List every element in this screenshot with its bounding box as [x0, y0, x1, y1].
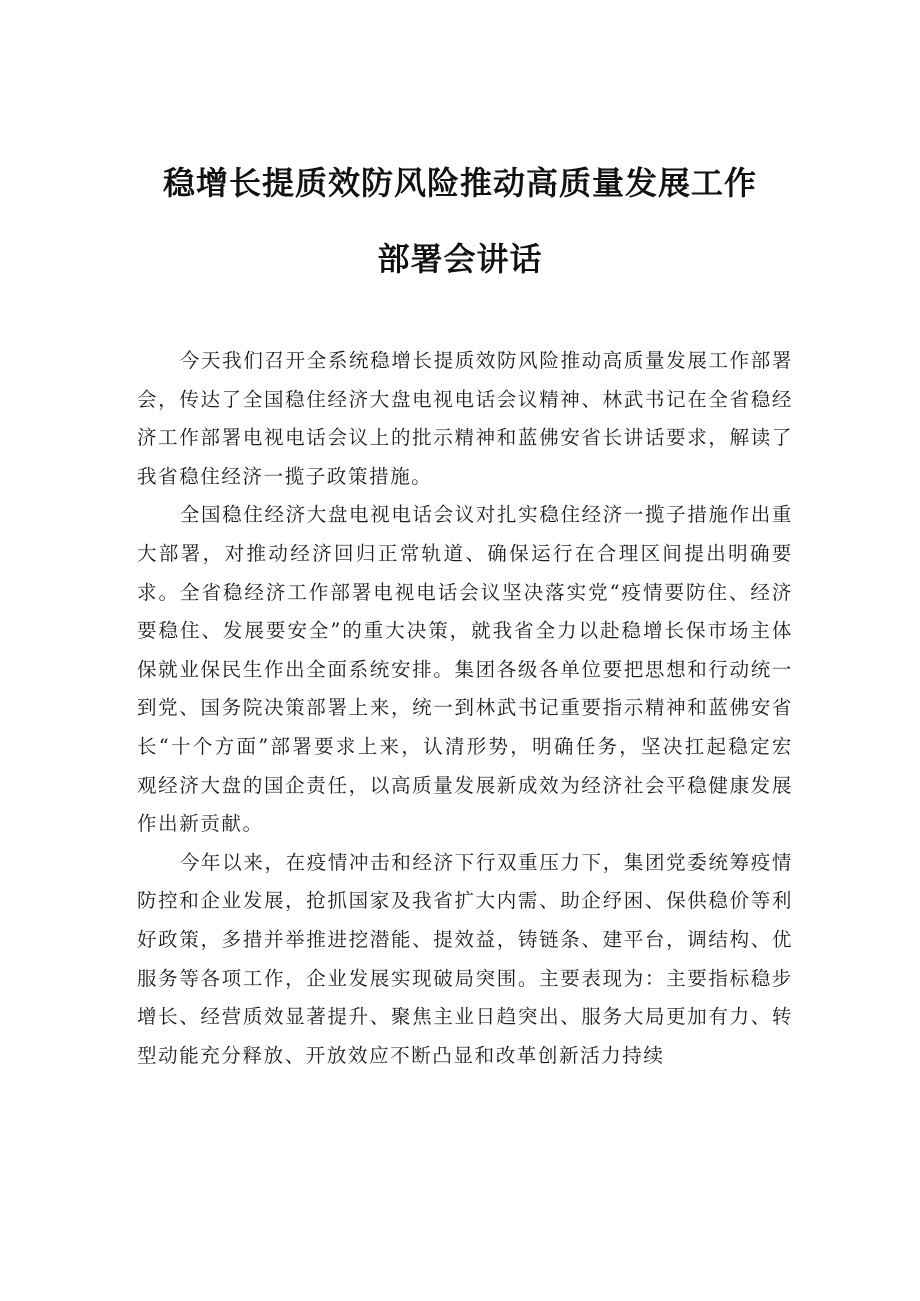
document-body [137, 342, 793, 1075]
paragraph: 全国稳住经济大盘电视电话会议对扎实稳住经济一揽子措施作出重大部署，对推动经济回归正常轨道、确保运行在合理区间提出明确要求。全省稳经济工作部署电视电话会议坚决落实党“疫情要防住、经济要稳住、发展要安全”的重大决策，就我省全力以赴稳增长保市场主体保就业保民生作出全面系统安排。集团各级各单位要把思想和行动统一到党、国务院决策部署上来，统一到林武书记重要指示精神和蓝佛安省长“十个方面”部署要求上来，认清形势，明确任务，坚决扛起稳定宏观经济大盘的国企责任，以高质量发展新成效为经济社会平稳健康发展作出新贡献。 [137, 503, 793, 836]
paragraph: 今天我们召开全系统稳增长提质效防风险推动高质量发展工作部署会，传达了全国稳住经济大盘电视电话会议精神、林武书记在全省稳经济工作部署电视电话会议上的批示精神和蓝佛安省长讲话要求，解读了我省稳住经济一揽子政策措施。 [137, 349, 793, 488]
paragraph: 今年以来，在疫情冲击和经济下行双重压力下，集团党委统筹疫情防控和企业发展，抢抓国家及我省扩大内需、助企纾困、保供稳价等利好政策，多措并举推进挖潜能、提效益，铸链条、建平台，调结构、优服务等各项工作，企业发展实现破局突围。主要表现为：主要指标稳步增长、经营质效显著提升、聚焦主业日趋突出、服务大局更加有力、转型动能充分释放、开放效应不断凸显和改革创新活力持续 [137, 850, 793, 1067]
document-title-line-1: 稳增长提质效防风险推动高质量发展工作 [162, 164, 757, 202]
document-title-line-2: 部署会讲话 [377, 240, 543, 278]
